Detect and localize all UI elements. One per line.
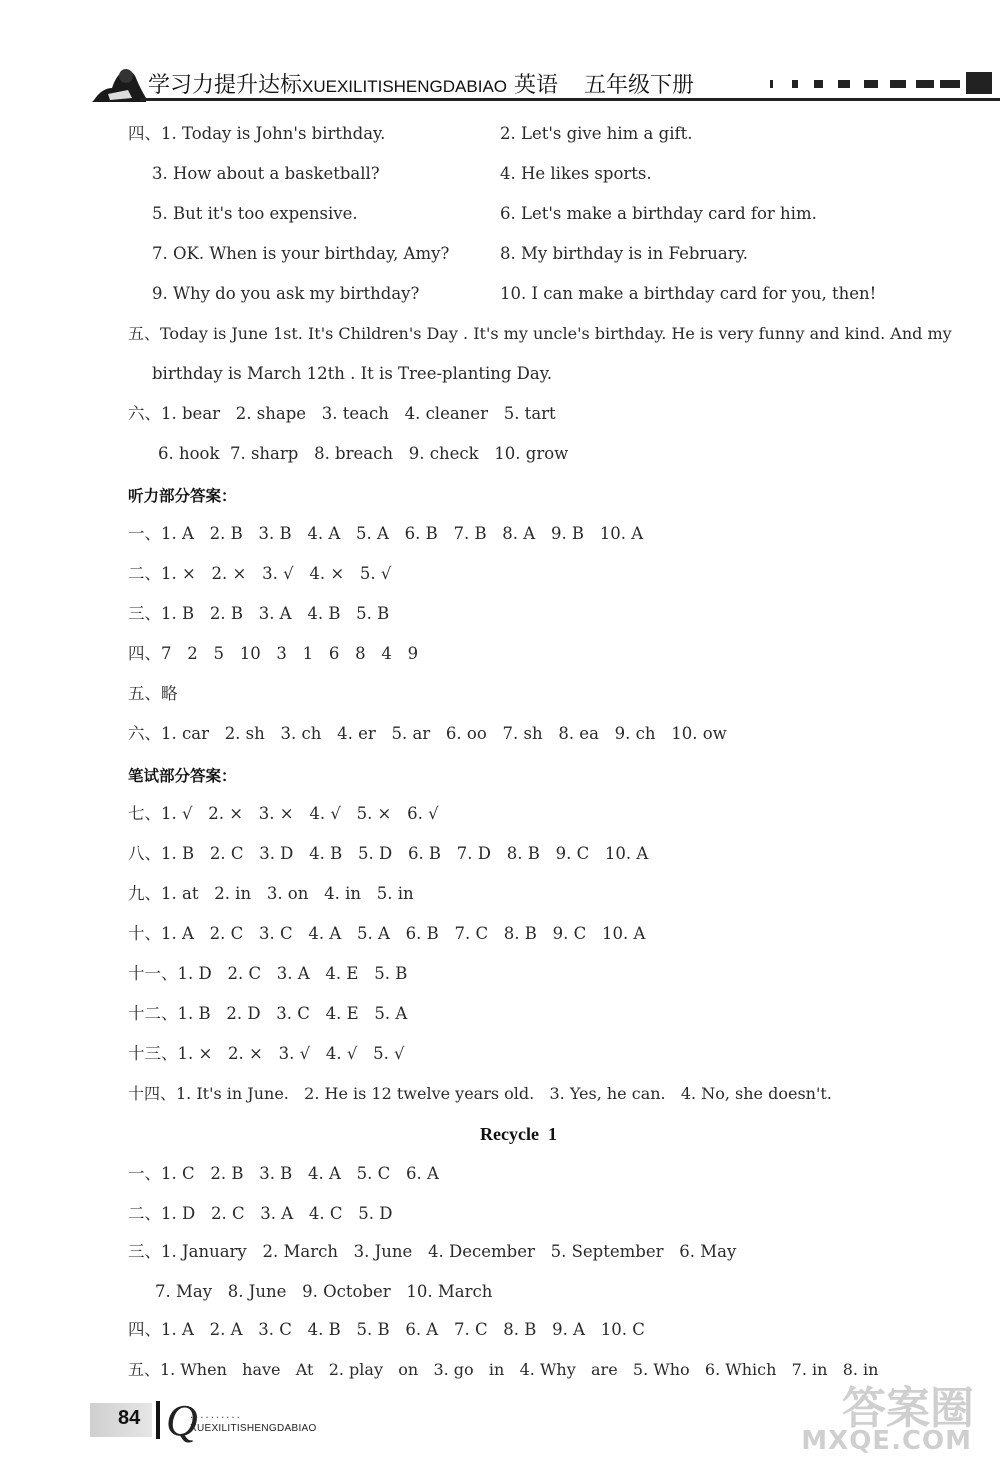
answer-line: 5. But it's too expensive. [152,204,358,223]
grade-label: 五年级下册 [584,73,695,98]
answer-line: 二、1. D 2. C 3. A 4. C 5. D [128,1204,393,1223]
answer-line: 六、1. bear 2. shape 3. teach 4. cleaner 5. tart [128,404,556,423]
answer-line: 十二、1. B 2. D 3. C 4. E 5. A [128,1004,408,1023]
decorative-dashes [770,72,1000,96]
footer-logo-letter: Q [166,1396,198,1445]
reading-figure-icon [88,58,148,104]
answer-line: 9. Why do you ask my birthday? [152,284,420,303]
answer-line: 一、1. C 2. B 3. B 4. A 5. C 6. A [128,1164,439,1183]
answer-line: 五、略 [128,684,178,703]
answer-line: 十一、1. D 2. C 3. A 4. E 5. B [128,964,408,983]
answer-line: 6. hook 7. sharp 8. breach 9. check 10. grow [158,444,569,463]
answer-line: 八、1. B 2. C 3. D 4. B 5. D 6. B 7. D 8. B 9. C 10. A [128,844,649,863]
answer-line: 7. OK. When is your birthday, Amy? [152,244,450,263]
section-title-recycle: Recycle 1 [480,1124,557,1144]
footer-dots: ·········· [190,1413,242,1424]
series-title-latin: XUEXILITISHENGDABIAO [302,77,508,96]
answer-line: 五、Today is June 1st. It's Children's Day . It's my uncle's birthday. He is very funny and kind. And my [128,324,952,343]
section-heading-listening: 听力部分答案： [128,487,237,505]
page-header [0,0,1000,104]
series-title-cn: 学习力提升达标 [148,73,303,98]
header-rule [140,98,1000,101]
site-watermark [784,1372,984,1462]
answer-line: birthday is March 12th . It is Tree-planting Day. [152,364,553,383]
answer-line: 3. How about a basketball? [152,164,380,183]
answer-line: 10. I can make a birthday card for you, then! [500,284,877,303]
answer-line: 一、1. A 2. B 3. B 4. A 5. A 6. B 7. B 8. A 9. B 10. A [128,524,644,543]
answer-line: 四、7 2 5 10 3 1 6 8 4 9 [128,644,419,663]
subject-label: 英语 [514,73,559,98]
answer-line: 六、1. car 2. sh 3. ch 4. er 5. ar 6. oo 7. sh 8. ea 9. ch 10. ow [128,724,727,743]
answer-line: 4. He likes sports. [500,164,652,183]
watermark-url: MXQE.COM [801,1426,972,1456]
answer-line: 五、1. When have At 2. play on 3. go in 4. Why are 5. Who 6. Which 7. in 8. in [128,1360,879,1379]
answer-line: 二、1. × 2. × 3. √ 4. × 5. √ [128,564,392,583]
answer-line: 十、1. A 2. C 3. C 4. A 5. A 6. B 7. C 8. B 9. C 10. A [128,924,646,943]
answer-line: 三、1. B 2. B 3. A 4. B 5. B [128,604,390,623]
answer-line: 8. My birthday is in February. [500,244,749,263]
answer-line: 四、1. A 2. A 3. C 4. B 5. B 6. A 7. C 8. B 9. A 10. C [128,1320,645,1339]
footer-divider [156,1401,160,1439]
answer-line: 十四、1. It's in June. 2. He is 12 twelve years old. 3. Yes, he can. 4. No, she doesn't. [128,1084,832,1103]
series-title [148,68,507,99]
answer-line: 三、1. January 2. March 3. June 4. December 5. September 6. May [128,1242,737,1261]
answer-line: 7. May 8. June 9. October 10. March [155,1282,493,1301]
footer-brand: XUEXILITISHENGDABIAO [190,1423,317,1434]
answer-line: 2. Let's give him a gift. [500,124,693,143]
answer-line: 6. Let's make a birthday card for him. [500,204,817,223]
answer-line: 十三、1. × 2. × 3. √ 4. √ 5. √ [128,1044,405,1063]
answer-line: 四、1. Today is John's birthday. [128,124,386,143]
page-number: 84 [118,1407,141,1429]
answer-line: 九、1. at 2. in 3. on 4. in 5. in [128,884,414,903]
answer-line: 七、1. √ 2. × 3. × 4. √ 5. × 6. √ [128,804,439,823]
watermark-title: 答案圈 [842,1383,974,1434]
section-heading-written: 笔试部分答案： [128,767,237,785]
